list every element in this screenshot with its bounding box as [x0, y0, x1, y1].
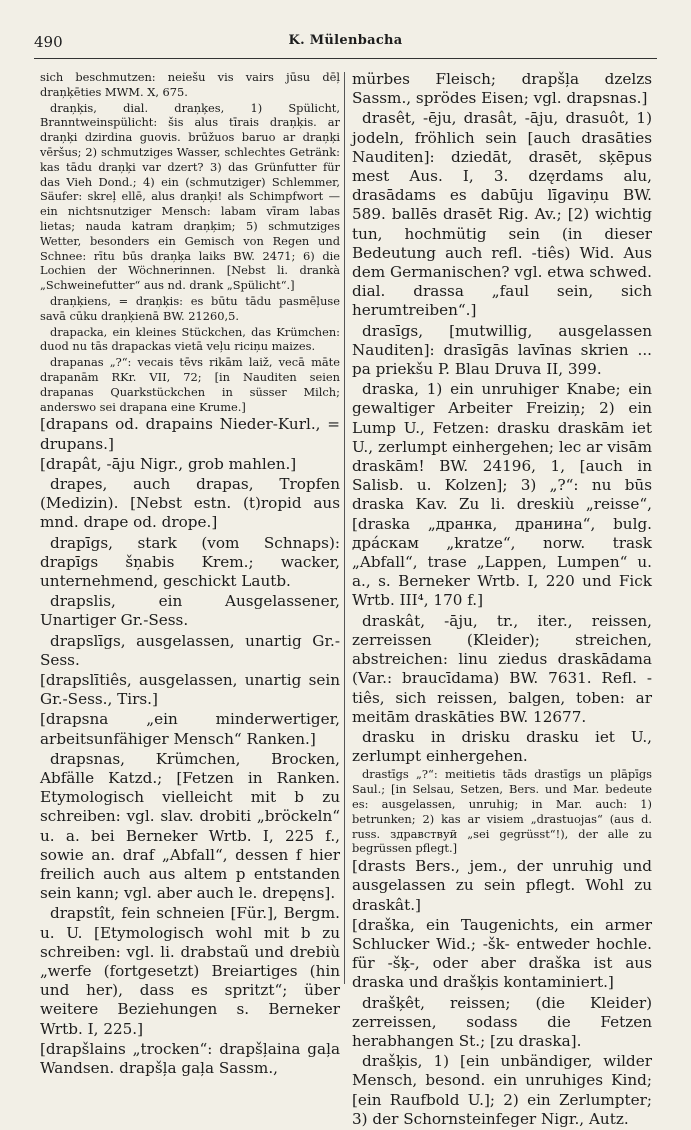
- dictionary-entry: draskât, -āju, tr., iter., reissen, zerreissen (Kleider); streichen, abstreichen: linu ziedus draskādama (Var.: braucīdama) BW. 7631. Refl. -tiês, sich reissen, balgen, toben: ar meitām draskāties BW. 12677.: [352, 611, 652, 726]
- dictionary-entry: drašķêt, reissen; (die Kleider) zerreissen, sodass die Fetzen herabhangen St.; [zu draska].: [352, 993, 652, 1050]
- dictionary-entry: drašķis, 1) [ein unbändiger, wilder Mensch, besond. ein unruhiges Kind; [ein Raufbold U.]; 2) ein Zerlumpter; 3) der Schornsteinfeger Nigr., Autz.: [352, 1052, 652, 1128]
- left-column: [40, 70, 340, 1079]
- page-header: [34, 33, 657, 57]
- right-column: [352, 70, 652, 1130]
- dictionary-entry: drapstît, fein schneien [Für.], Bergm. u. U. [Etymologisch wohl mit b zu schreiben: vgl. li. drabstaũ und drebiù „werfe (fortgesetzt) Breiartiges (hin und her), dass es spritzt“; über weitere Beziehungen s. Berneker Wrtb. I, 225.]: [40, 904, 340, 1038]
- dictionary-entry: drapes, auch drapas, Tropfen (Medizin). [Nebst estn. (t)ropid aus mnd. drape od. drope.]: [40, 474, 340, 532]
- dictionary-entry: drasīgs, [mutwillig, ausgelassen Nauditen]: drasīgās lavīnas skrien ... pa priekšu P. Blau Druva II, 399.: [352, 321, 652, 379]
- column-divider: [344, 72, 345, 984]
- dictionary-entry: drapslīgs, ausgelassen, unartig Gr.-Sess.: [40, 631, 340, 669]
- dictionary-entry: drapanas „?“: vecais tēvs rikām laiž, vecā māte drapanām RKr. VII, 72; [in Nauditen seien drapanas Quarkstückchen in süsser Milch; anderswo sei drapana eine Krume.]: [40, 355, 340, 414]
- header-rule: [34, 58, 657, 59]
- dictionary-entry: draska, 1) ein unruhiger Knabe; ein gewaltiger Arbeiter Freiziņ; 2) ein Lump U., Fetzen: drasku draskām iet U., zerlumpt einhergehen; lec ar visām draskām! BW. 24196, 1, [auch in Salisb. u. Kolzen]; 3) „?“: nu būs draska Kav. Zu li. dreskiù „reisse“, [draska „дранка, дранина“, bulg. дpácкaм „kratze“, norw. trask „Abfall“, trase „Lappen, Lumpen“ u. a., s. Berneker Wrtb. I, 220 und Fick Wrtb. III⁴, 170 f.]: [352, 380, 652, 610]
- dictionary-entry: draņķiens, = draņķis: es būtu tādu pasmēļuse savā cūku draņķienā BW. 21260,5.: [40, 293, 340, 323]
- dictionary-entry: drapacka, ein kleines Stückchen, das Krümchen: duod nu tās drapackas vietā veļu riciņu maizes.: [40, 324, 340, 354]
- dictionary-entry: mürbes Fleisch; drapšļa dzelzs Sassm., sprödes Eisen; vgl. drapsnas.]: [352, 70, 652, 108]
- dictionary-entry: [drasts Bers., jem., der unruhig und ausgelassen zu sein pflegt. Wohl zu draskât.]: [352, 857, 652, 914]
- dictionary-entry: drastīgs „?“: meitietis tāds drastīgs un plāpīgs Saul.; [in Selsau, Setzen, Bers. und Mar. bedeute es: ausgelassen, unruhig; in Mar. auch: 1) betrunken; 2) kas ar visiem „drastuojas“ (aus d. russ. здравствуй „sei gegrüsst“!), der alle zu begrüssen pflegt.]: [352, 767, 652, 856]
- dictionary-entry: draņķis, dial. draņķes, 1) Spülicht, Branntweinspülicht: šis alus tīrais draņķis. ar draņķi dzirdina guovis. brūžuos baruo ar draņķi vēršus; 2) schmutziges Wasser, schlechtes Getränk: kas tādu draņķi var dzert? 3) das Grünfutter für das Vieh Dond.; 4) ein (schmutziger) Schlemmer, Säufer: skreļ ellē, alus draņķi! als Schimpfwort — ein nichtsnutziger Mensch: labam vīram labas lietas; nauda katram draņķim; 5) schmutziges Wetter, besonders ein Gemisch von Regen und Schnee: rītu būs draņķa laiks BW. 2471; 6) die Lochien der Wöchnerinnen. [Nebst li. drankà „Schweinefutter“ aus nd. drank „Spülicht“.]: [40, 100, 340, 293]
- page-number: 490: [34, 33, 63, 51]
- running-head: K. Mülenbacha: [288, 33, 403, 48]
- dictionary-entry: drapīgs, stark (vom Schnaps): drapīgs šņabis Krem.; wacker, unternehmend, geschickt Lautb.: [40, 533, 340, 590]
- dictionary-entry: [drapšlains „trocken“: drapšļaina gaļa Wandsen. drapšļa gaļa Sassm.,: [40, 1039, 340, 1078]
- dictionary-entry: [drapans od. drapains Nieder-Kurl., = drupans.]: [40, 415, 340, 453]
- dictionary-entry: [draška, ein Taugenichts, ein armer Schlucker Wid.; -šk- entweder hochle. für -šķ-, oder aber draška ist aus draska und drašķis kontaminiert.]: [352, 915, 652, 992]
- dictionary-entry: [drapât, -āju Nigr., grob mahlen.]: [40, 454, 297, 473]
- dictionary-entry: drapslis, ein Ausgelassener, Unartiger Gr.-Sess.: [40, 592, 340, 630]
- dictionary-entry: [drapslītiês, ausgelassen, unartig sein Gr.-Sess., Tirs.]: [40, 670, 340, 709]
- dictionary-entry: drasêt, -ēju, drasât, -āju, drasuôt, 1) jodeln, fröhlich sein [auch drasāties Nauditen]: dziedāt, drasēt, sķēpus mest Aus. I, 3. dzęrdams alu, drasādams es dabūju līgaviņu BW. 589. ballēs drasēt Rig. Av.; [2) wichtig tun, hochmütig sein (in dieser Bedeutung auch refl. -tiês) Wid. Aus dem Germanischen? vgl. etwa schwed. dial. drassa „faul sein, sich herumtreiben“.]: [352, 109, 652, 320]
- dictionary-entry: sich beschmutzen: neiešu vis vairs jūsu dēļ draņķēties MWM. X, 675.: [40, 70, 340, 99]
- dictionary-entry: [drapsna „ein minderwertiger, arbeitsunfähiger Mensch“ Ranken.]: [40, 710, 340, 748]
- dictionary-entry: drapsnas, Krümchen, Brocken, Abfälle Katzd.; [Fetzen in Ranken. Etymologisch vielleicht mit b zu schreiben: vgl. slav. drobiti „bröckeln“ u. a. bei Berneker Wrtb. I, 225 f., sowie an. draf „Abfall“, dessen f hier freilich auch aus altem p entstanden sein kann; vgl. aber auch le. drepęns].: [40, 749, 340, 903]
- dictionary-entry: drasku in drisku drasku iet U., zerlumpt einhergehen.: [352, 727, 652, 766]
